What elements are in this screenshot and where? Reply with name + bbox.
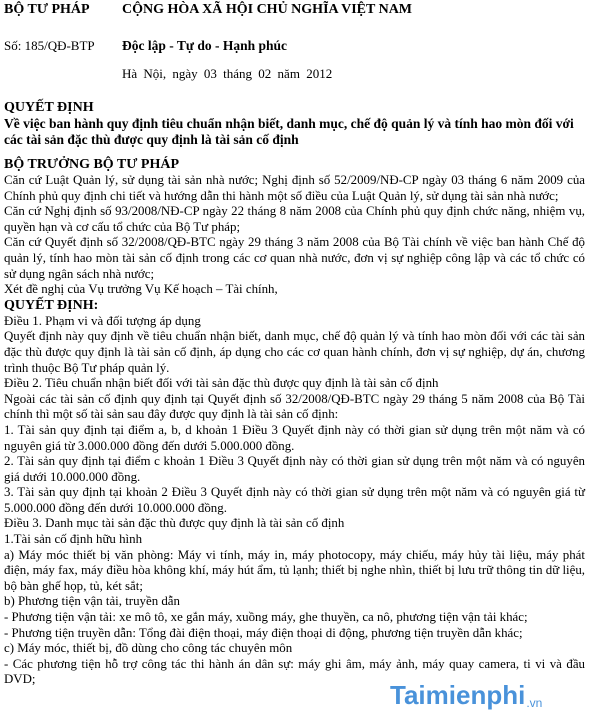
national-motto: Độc lập - Tự do - Hạnh phúc	[122, 38, 288, 53]
body-paragraph: 2. Tài sản quy định tại điểm c khoản 1 Điều 3 Quyết định này có thời gian sử dụng trên một năm và có nguyên giá dưới 10.000.000 đồng.	[4, 454, 585, 484]
issuer-title: BỘ TRƯỞNG BỘ TƯ PHÁP	[4, 157, 180, 172]
document-header	[4, 2, 585, 84]
watermark-logo	[390, 680, 542, 711]
body-paragraph: b) Phương tiện vận tải, truyền dẫn	[4, 594, 180, 609]
body-paragraph: Xét đề nghị của Vụ trưởng Vụ Kế hoạch – Tài chính,	[4, 282, 278, 297]
nation-title: CỘNG HÒA XÃ HỘI CHỦ NGHĨA VIỆT NAM	[122, 2, 413, 17]
body-paragraph: - Phương tiện truyền dẫn: Tổng đài điện thoại, máy điện thoại di động, phương tiện truyền dẫn khác;	[4, 625, 523, 640]
document-number: Số: 185/QĐ-BTP	[4, 38, 95, 53]
body-paragraph: Ngoài các tài sản cố định quy định tại Quyết định số 32/2008/QĐ-BTC ngày 29 tháng 5 năm 2008 của Bộ Tài chính thì một số tài sản sau đây được quy định là tài sản cố định:	[4, 391, 585, 422]
decision-subject: Về việc ban hành quy định tiêu chuẩn nhận biết, danh mục, chế độ quản lý và tính hao mòn đối với các tài sản đặc thù được quy định là tài sản cố định	[4, 116, 574, 147]
body-paragraph: Quyết định này quy định về tiêu chuẩn nhận biết, danh mục, chế độ quản lý và tính hao mòn đối với các tài sản đặc thù được quy định là tài sản cố định, áp dụng cho các cơ quan hành chính, đơn vị sự nghiệp, dự án, chương trình thuộc Bộ Tư pháp quản lý.	[4, 329, 585, 375]
watermark-suffix: .vn	[526, 695, 543, 710]
body-paragraph: Điều 2. Tiêu chuẩn nhận biết đối với tài sản đặc thù được quy định là tài sản cố định	[4, 376, 439, 391]
body-paragraph: Căn cứ Quyết định số 32/2008/QĐ-BTC ngày 29 tháng 3 năm 2008 của Bộ Tài chính về việc ban hành Chế độ quản lý, tính hao mòn tài sản cố định trong các cơ quan nhà nước, đơn vị sự nghiệp công lập và các tổ chức có sử dụng ngân sách nhà nước;	[4, 235, 585, 281]
place-date: Hà Nội, ngày 03 tháng 02 năm 2012	[122, 66, 333, 81]
body-paragraph: - Các phương tiện hỗ trợ công tác thi hành án dân sự: máy ghi âm, máy ảnh, máy quay camera, ti vi và đầu DVD;	[4, 656, 585, 687]
body-paragraph: 1.Tài sản cố định hữu hình	[4, 532, 143, 547]
body-paragraph: - Phương tiện vận tải: xe mô tô, xe gắn máy, xuồng máy, ghe thuyền, ca nô, phương tiện vận tải khác;	[4, 610, 528, 625]
section-heading: QUYẾT ĐỊNH:	[4, 297, 99, 313]
body-paragraph: Điều 1. Phạm vi và đối tượng áp dụng	[4, 313, 201, 328]
document	[4, 2, 585, 688]
body-paragraph: Điều 3. Danh mục tài sản đặc thù được quy định là tài sản cố định	[4, 516, 345, 531]
document-body	[4, 173, 585, 688]
body-paragraph: Căn cứ Nghị định số 93/2008/NĐ-CP ngày 22 tháng 8 năm 2008 của Chính phủ quy định chức năng, nhiệm vụ, quyền hạn và cơ cấu tổ chức của Bộ Tư pháp;	[4, 204, 585, 234]
body-paragraph: 3. Tài sản quy định tại khoản 2 Điều 3 Quyết định này có thời gian sử dụng trên một năm và có nguyên giá từ 5.000.000 đồng đến dưới 10.000.000 đồng.	[4, 485, 585, 515]
ministry-name: BỘ TƯ PHÁP	[4, 2, 90, 17]
body-paragraph: a) Máy móc thiết bị văn phòng: Máy vi tính, máy in, máy photocopy, máy chiếu, máy hủy tài liệu, máy phát điện, máy fax, máy điều hòa không khí, máy hút ẩm, tủ lạnh; thiết bị nghe nhìn, thiết bị lưu trữ thông tin dữ liệu, bộ bàn ghế họp, tủ, két sắt;	[4, 547, 585, 593]
body-paragraph: Căn cứ Luật Quản lý, sử dụng tài sản nhà nước; Nghị định số 52/2009/NĐ-CP ngày 03 tháng 6 năm 2009 của Chính phủ quy định chi tiết và hướng dẫn thi hành một số điều của Luật Quản lý, sử dụng tài sản nhà nước;	[4, 173, 585, 203]
body-paragraph: c) Máy móc, thiết bị, đồ dùng cho công tác chuyên môn	[4, 641, 293, 656]
body-paragraph: 1. Tài sản quy định tại điểm a, b, d khoản 1 Điều 3 Quyết định này có thời gian sử dụng trên một năm và có nguyên giá từ 3.000.000 đồng đến dưới 5.000.000 đồng.	[4, 422, 585, 453]
decision-title: QUYẾT ĐỊNH	[4, 100, 94, 115]
watermark-name: Taimienphi	[390, 680, 526, 710]
